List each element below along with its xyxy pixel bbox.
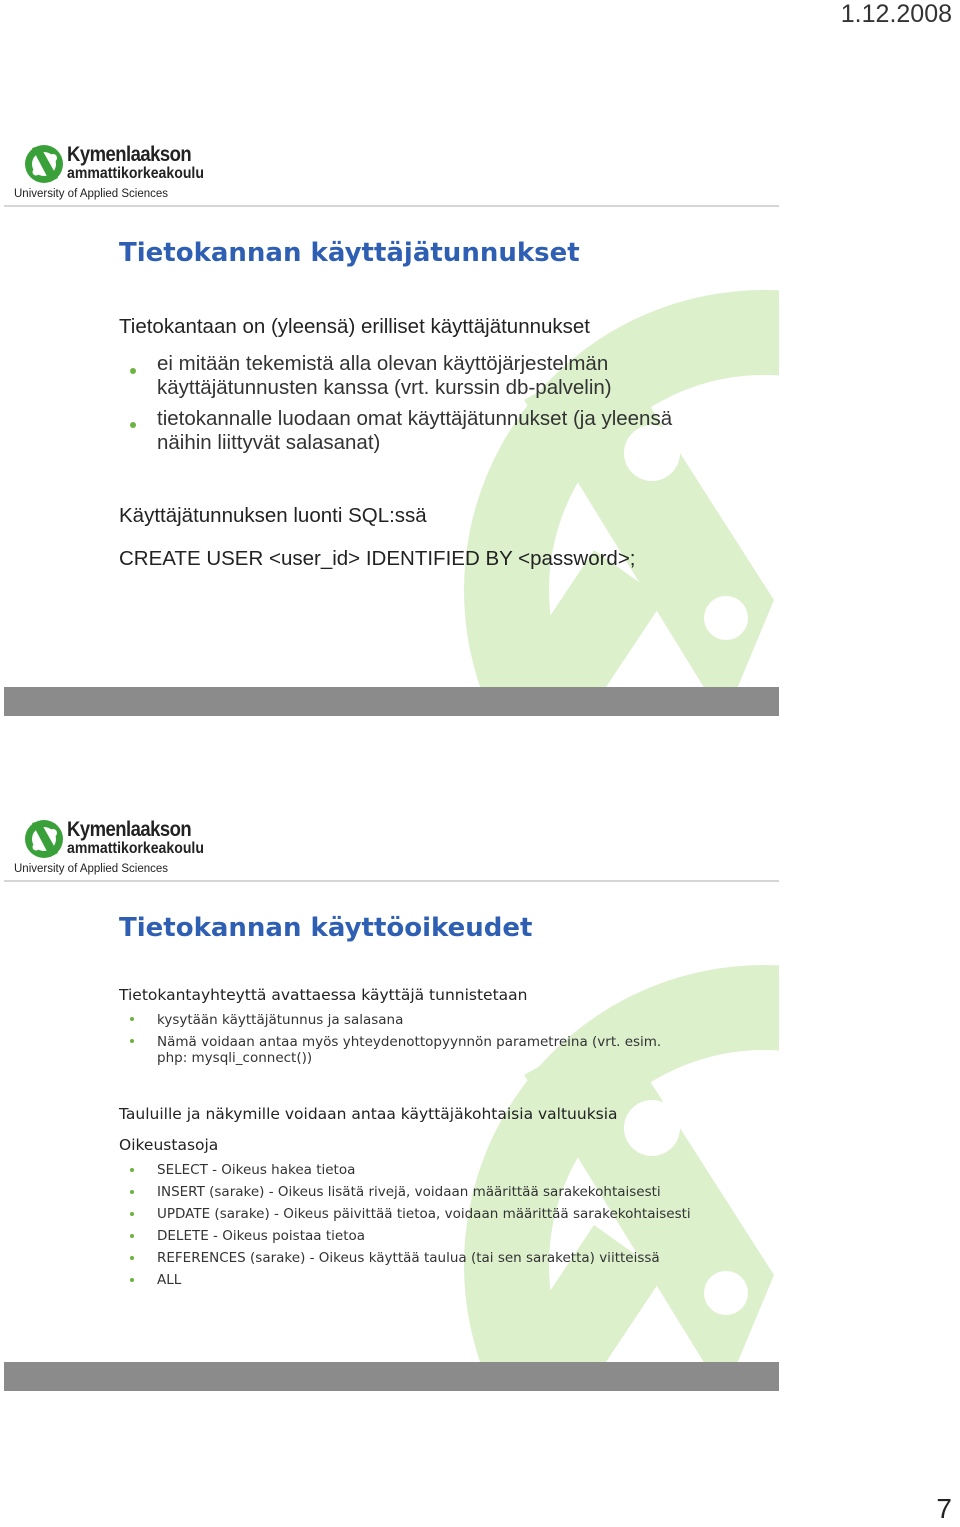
slide-2-paragraph: Tauluille ja näkymille voidaan antaa käyttäjäkohtaisia valtuuksia bbox=[119, 1105, 618, 1123]
slide-1-subheading: Käyttäjätunnuksen luonti SQL:ssä bbox=[119, 504, 427, 527]
bullet-icon bbox=[130, 1017, 134, 1021]
page-number: 7 bbox=[936, 1493, 952, 1524]
bullet-icon bbox=[130, 422, 136, 428]
slide-1-bullet-2 bbox=[157, 407, 672, 455]
header-divider bbox=[4, 880, 779, 882]
slide-1-sql-code: CREATE USER <user_id> IDENTIFIED BY <password>; bbox=[119, 547, 636, 570]
slide-1 bbox=[4, 130, 779, 716]
school-logo bbox=[24, 819, 223, 861]
slide-2-bullet-2-line-2: php: mysqli_connect()) bbox=[157, 1050, 313, 1066]
school-logo-icon bbox=[24, 144, 66, 186]
school-logo-icon bbox=[24, 819, 66, 861]
slide-2 bbox=[4, 805, 779, 1391]
level-item: REFERENCES (sarake) - Oikeus käyttää taulua (tai sen saraketta) viitteissä bbox=[157, 1250, 660, 1266]
logo-english-name: University of Applied Sciences bbox=[14, 188, 169, 200]
logo-name: Kymenlaakson bbox=[67, 143, 192, 166]
slide-2-bullet-2 bbox=[157, 1034, 661, 1066]
slide-1-bullet-2-line-2: näihin liittyvät salasanat) bbox=[157, 431, 381, 454]
logo-english-name: University of Applied Sciences bbox=[14, 863, 169, 875]
slide-footer-bar bbox=[4, 1362, 779, 1391]
slide-2-levels-heading: Oikeustasoja bbox=[119, 1136, 219, 1154]
slide-2-intro: Tietokantayhteyttä avattaessa käyttäjä tunnistetaan bbox=[119, 986, 528, 1004]
bullet-icon bbox=[130, 1256, 134, 1260]
slide-1-bullet-2-line-1: tietokannalle luodaan omat käyttäjätunnukset (ja yleensä bbox=[157, 407, 673, 430]
slide-footer-bar bbox=[4, 687, 779, 716]
logo-subtitle: ammattikorkeakoulu bbox=[67, 165, 204, 182]
slide-1-intro: Tietokantaan on (yleensä) erilliset käyttäjätunnukset bbox=[119, 315, 590, 338]
school-logo bbox=[24, 144, 223, 186]
level-item: INSERT (sarake) - Oikeus lisätä rivejä, voidaan määrittää sarakekohtaisesti bbox=[157, 1184, 661, 1200]
background-logo-graphic bbox=[4, 805, 779, 1391]
logo-name: Kymenlaakson bbox=[67, 818, 192, 841]
bullet-icon bbox=[130, 1168, 134, 1172]
bullet-icon bbox=[130, 1039, 134, 1043]
bullet-icon bbox=[130, 368, 136, 374]
slide-1-bullet-1-line-2: käyttäjätunnusten kanssa (vrt. kurssin db-palvelin) bbox=[157, 376, 612, 399]
slide-1-bullet-1-line-1: ei mitään tekemistä alla olevan käyttöjärjestelmän bbox=[157, 352, 609, 375]
slide-1-title: Tietokannan käyttäjätunnukset bbox=[119, 238, 580, 268]
level-item: DELETE - Oikeus poistaa tietoa bbox=[157, 1228, 366, 1244]
slide-1-bullet-1 bbox=[157, 352, 612, 400]
bullet-icon bbox=[130, 1212, 134, 1216]
level-item: SELECT - Oikeus hakea tietoa bbox=[157, 1162, 356, 1178]
header-divider bbox=[4, 205, 779, 207]
logo-subtitle: ammattikorkeakoulu bbox=[67, 840, 204, 857]
slide-2-bullet-1: kysytään käyttäjätunnus ja salasana bbox=[157, 1012, 404, 1028]
level-item: ALL bbox=[157, 1272, 182, 1288]
bullet-icon bbox=[130, 1234, 134, 1238]
level-item: UPDATE (sarake) - Oikeus päivittää tietoa, voidaan määrittää sarakekohtaisesti bbox=[157, 1206, 691, 1222]
slide-2-bullet-2-line-1: Nämä voidaan antaa myös yhteydenottopyynnön parametreina (vrt. esim. bbox=[157, 1034, 662, 1050]
bullet-icon bbox=[130, 1278, 134, 1282]
bullet-icon bbox=[130, 1190, 134, 1194]
document-date: 1.12.2008 bbox=[840, 0, 952, 28]
slide-2-title: Tietokannan käyttöoikeudet bbox=[119, 913, 533, 943]
